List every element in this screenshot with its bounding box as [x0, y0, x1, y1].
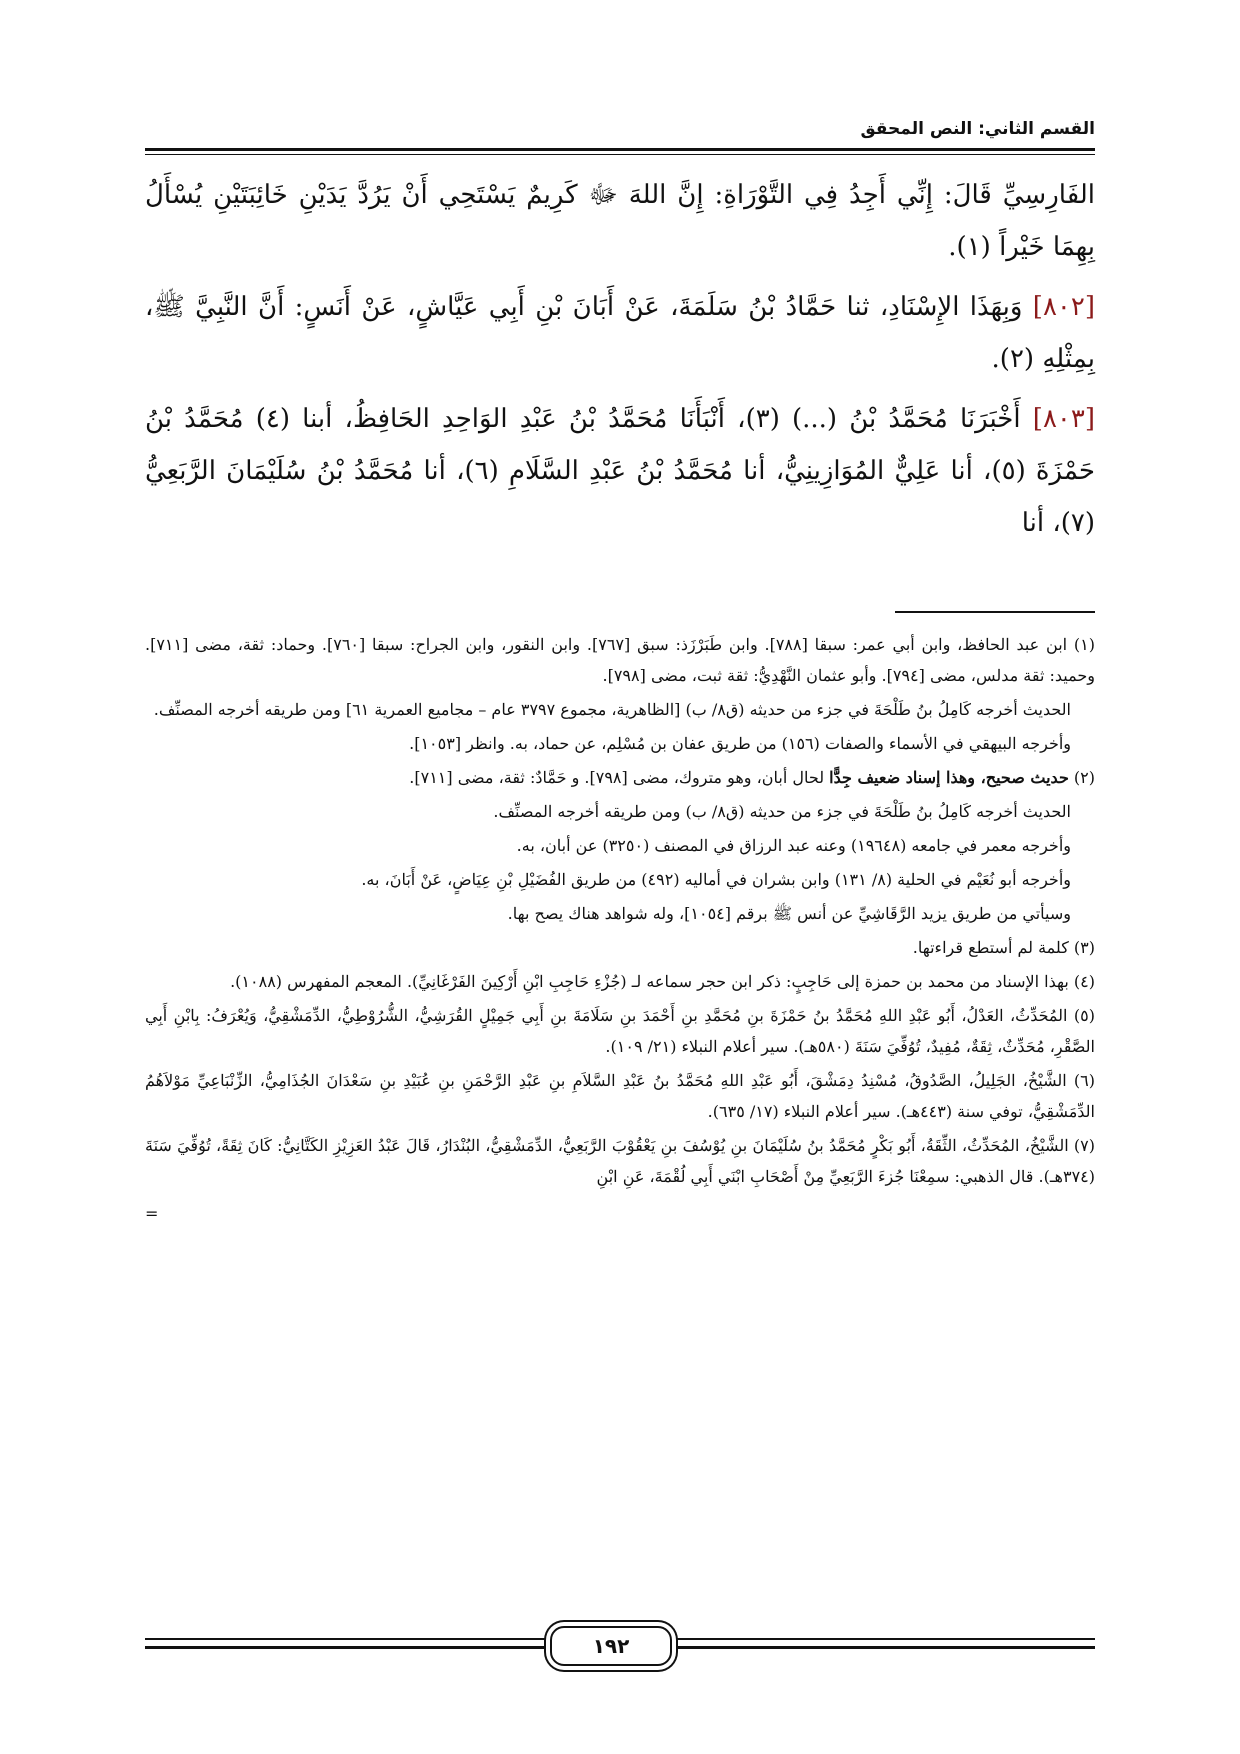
page-number: ١٩٢	[550, 1626, 672, 1666]
paragraph-text: وَبِهَذَا الإِسْنَادِ، ثنا حَمَّادُ بْنُ سَلَمَةَ، عَنْ أَبَانَ بْنِ أَبِي عَيَّاشٍ، عَنْ أَنَسٍ: أَنَّ النَّبِيَّ ﷺ، بِمِثْلِهِ (٢).	[145, 292, 1095, 374]
footnote-6: (٦) الشَّيْخُ، الجَلِيلُ، الصَّدُوقُ، مُسْنِدُ دِمَشْقَ، أَبُو عَبْدِ اللهِ مُحَمَّدُ بنُ عَبْدِ السَّلاَمِ بنِ عَبْدِ الرَّحْمَنِ بنِ عُبَيْدِ بنِ سَعْدَانَ الجُذَامِيُّ، الزِّنْبَاعِيِّ مَوْلاَهُمُ الدِّمَشْقِيُّ، توفي سنة (٤٤٣هـ). سير أعلام النبلاء (١٧/ ٦٣٥).	[145, 1071, 1095, 1121]
main-text	[145, 169, 1095, 549]
footnote-5: (٥) المُحَدِّثُ، العَدْلُ، أَبُو عَبْدِ اللهِ مُحَمَّدُ بنُ حَمْزَةَ بنِ مُحَمَّدِ بنِ أَحْمَدَ بنِ سَلَامَةَ بنِ أَبِي جَمِيْلٍ القُرَشِيُّ، الشُّرُوْطِيُّ، الدِّمَشْقِيُّ، وَيُعْرَفُ: بِابْنِ أَبِي الصَّقْرِ، مُحَدِّثٌ، ثِقَةٌ، مُفِيدٌ، تُوُفِّيَ سَنَةَ (٥٨٠هـ). سير أعلام النبلاء (٢١/ ١٠٩).	[145, 1006, 1095, 1056]
hadith-number: [٨٠٢]	[1032, 292, 1096, 322]
continuation-mark: =	[145, 1204, 159, 1223]
footnote-2-source: وسيأتي من طريق يزيد الرَّقَاشِيِّ عن أنس ﷺ برقم [١٠٥٤]، وله شواهد هناك يصح بها.	[507, 904, 1071, 923]
footnote-3: (٣) كلمة لم أستطع قراءتها.	[912, 938, 1095, 957]
header-rule	[145, 148, 1095, 155]
paragraph-801-tail	[145, 169, 1095, 273]
page	[145, 118, 1095, 1229]
footnote-1-source: وأخرجه البيهقي في الأسماء والصفات (١٥٦) من طريق عفان بن مُسْلِم، عن حماد، به. وانظر [١٠٥٣].	[409, 734, 1071, 753]
running-title: القسم الثاني: النص المحقق	[860, 119, 1095, 139]
footnote-4: (٤) بهذا الإسناد من محمد بن حمزة إلى حَاجِبٍ: ذكر ابن حجر سماعه لـ (جُزْءِ حَاجِبِ ابْنِ أَرْكِينَ الفَرْغَانِيِّ). المعجم المفهرس (١٠٨٨).	[230, 972, 1095, 991]
page-footer	[145, 1626, 1095, 1666]
footnote-2-number: (٢)	[1068, 768, 1095, 787]
paragraph-text: الفَارِسِيِّ قَالَ: إِنِّي أَجِدُ فِي التَّوْرَاةِ: إِنَّ اللهَ ﷻ كَرِيمٌ يَسْتَحِي أَنْ يَرُدَّ يَدَيْنِ خَائِبَتَيْنِ يُسْأَلُ بِهِمَا خَيْراً (١).	[145, 180, 1095, 262]
footnote-2-verdict: حديث صحيح، وهذا إسناد ضعيف جِدًّا	[829, 768, 1069, 787]
footnotes	[145, 629, 1095, 1229]
paragraph-text: أَخْبَرَنَا مُحَمَّدُ بْنُ (...) (٣)، أَنْبَأَنَا مُحَمَّدُ بْنُ عَبْدِ الوَاحِدِ الحَافِظُ، أبنا (٤) مُحَمَّدُ بْنُ حَمْزَةَ (٥)، أنا عَلِيٌّ المُوَازِينِيُّ، أنا مُحَمَّدُ بْنُ عَبْدِ السَّلَامِ (٦)، أنا مُحَمَّدُ بْنُ سُلَيْمَانَ الرَّبَعِيُّ (٧)، أنا	[145, 404, 1096, 538]
footnote-1-source: الحديث أخرجه كَامِلُ بنُ طَلْحَةَ في جزء من حديثه (ق٨/ ب) [الظاهرية، مجموع ٣٧٩٧ عام – مجاميع العمرية ٦١] ومن طريقه أخرجه المصنِّف.	[153, 700, 1071, 719]
hadith-number: [٨٠٣]	[1032, 404, 1095, 434]
footnote-2-source: وأخرجه أبو نُعَيْم في الحلية (٨/ ١٣١) وابن بشران في أماليه (٤٩٢) من طريق الفُضَيْلِ بْنِ عِيَاضٍ، عَنْ أَبَانَ، به.	[361, 870, 1071, 889]
footnote-1: (١) ابن عبد الحافظ، وابن أبي عمر: سبقا [٧٨٨]. وابن طَبَرْزَذ: سبق [٧٦٧]. وابن النقور، وابن الجراح: سبقا [٧٦٠]. وحماد: ثقة، مضى [٧١١]. وحميد: ثقة مدلس، مضى [٧٩٤]. وأبو عثمان النَّهْدِيُّ: ثقة ثبت، مضى [٧٩٨].	[145, 635, 1095, 685]
footnote-2	[145, 762, 1095, 793]
footnote-7: (٧) الشَّيْخُ، المُحَدِّثُ، الثِّقَةُ، أَبُو بَكْرٍ مُحَمَّدُ بنُ سُلَيْمَانَ بنِ يُوْسُفَ بنِ يَعْقُوْبَ الرَّبَعِيُّ، الدِّمَشْقِيُّ، البُنْدَارُ، قَالَ عَبْدُ العَزِيْزِ الكَتَّانِيُّ: كَانَ ثِقَةً، تُوُفِّيَ سَنَةَ (٣٧٤هـ). قال الذهبي: سمِعْنَا جُزءَ الرَّبَعِيِّ مِنْ أَصْحَابِ ابْنَي أَبِي لُقْمَةَ، عَنِ ابْنِ	[145, 1136, 1095, 1186]
footnote-2-source: وأخرجه معمر في جامعه (١٩٦٤٨) وعنه عبد الرزاق في المصنف (٣٢٥٠) عن أبان، به.	[516, 836, 1071, 855]
footnote-2-text: لحال أبان، وهو متروك، مضى [٧٩٨]. و حَمَّادٌ: ثقة، مضى [٧١١].	[409, 768, 830, 787]
paragraph-802	[145, 281, 1095, 385]
paragraph-803	[145, 393, 1095, 549]
footnote-separator	[895, 611, 1095, 613]
footnote-2-source: الحديث أخرجه كَامِلُ بنُ طَلْحَةَ في جزء من حديثه (ق٨/ ب) ومن طريقه أخرجه المصنِّف.	[493, 802, 1071, 821]
